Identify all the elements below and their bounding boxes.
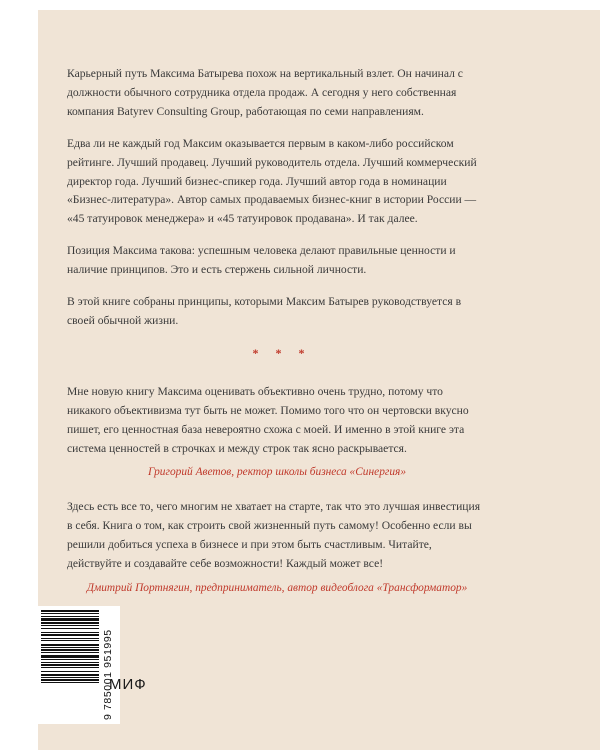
barcode-stripe xyxy=(41,683,99,685)
separator-stars: * * * xyxy=(252,345,312,360)
quote-text: Мне новую книгу Максима оценивать объективно очень трудно, потому что никакого объективизма тут быть не может. Помимо того что он чертовски вкусно пишет, его ценностная база невероятно схожа с моей. И именно в этой книге эта система ценностей в строчках и между строк так ясно раскрывается. xyxy=(67,384,469,455)
quote-author: Дмитрий Портнягин, предприниматель, автор видеоблога «Трансформатор» xyxy=(86,581,468,594)
annotation-text xyxy=(67,65,487,598)
publisher-logo: МИФ xyxy=(109,676,147,693)
quote-block xyxy=(67,498,487,598)
quote-block xyxy=(67,383,487,483)
intro-paragraph: В этой книге собраны принципы, которыми Максим Батырев руководствуется в своей обычной жизни. xyxy=(67,295,462,327)
barcode-bars xyxy=(41,610,99,720)
intro-section xyxy=(67,65,487,331)
isbn-barcode xyxy=(38,606,120,724)
quote-author: Григорий Аветов, ректор школы бизнеса «Синергия» xyxy=(147,466,407,479)
isbn-number: 9 785001 951995 xyxy=(102,629,114,720)
intro-paragraph: Позиция Максима такова: успешным человека делают правильные ценности и наличие принципов. Это и есть стержень сильной личности. xyxy=(67,244,456,277)
quote-text: Здесь есть все то, чего многим не хватает на старте, так что это лучшая инвестиция в себя. Книга о том, как строить свой жизненный путь самому! Особенно если вы решили добиться успеха в бизнесе и при этом быть счастливым. Читайте, действуйте и создавайте себе возможности! Каждый может все! xyxy=(67,500,481,571)
intro-paragraph: Едва ли не каждый год Максим оказывается первым в каком-либо российском рейтинге. Лучший продавец. Лучший руководитель отдела. Лучший коммерческий директор года. Лучший бизнес-спикер года. Лучший автор года в номинации «Бизнес-литература». Автор самых продаваемых бизнес-книг в истории России — «45 татуировок менеджера» и «45 татуировок продавана». И так далее. xyxy=(67,136,477,226)
intro-paragraph: Карьерный путь Максима Батырева похож на вертикальный взлет. Он начинал с должности обычного сотрудника отдела продаж. А сегодня у него собственная компания Batyrev Consulting Group, работающая по семи направлениям. xyxy=(67,67,463,118)
